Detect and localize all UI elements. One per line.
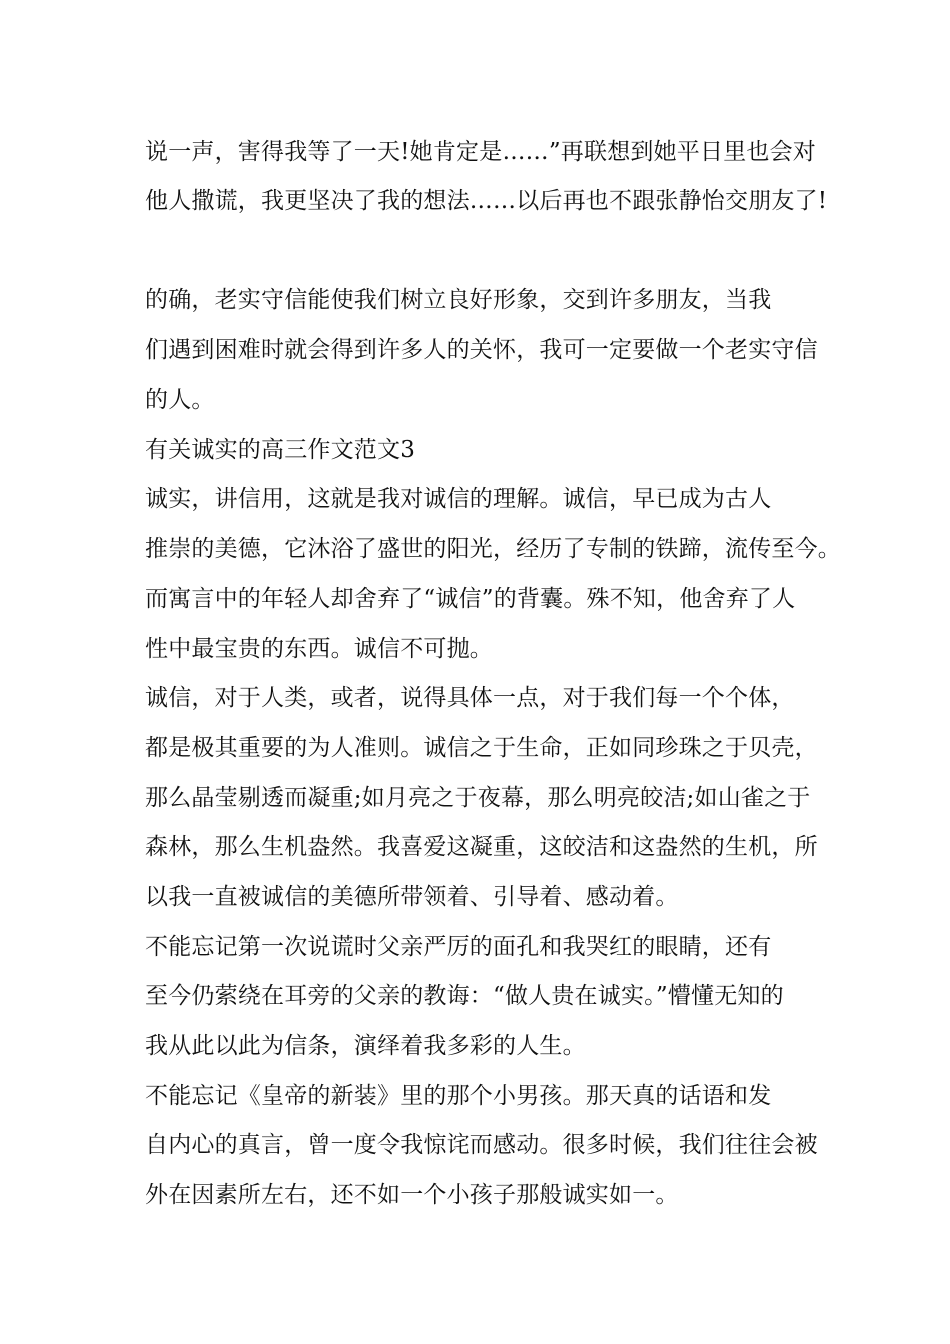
- text-line: 说一声，害得我等了一天!她肯定是……”再联想到她平日里也会对: [145, 139, 817, 165]
- text-line: 都是极其重要的为人准则。诚信之于生命，正如同珍珠之于贝壳，: [145, 735, 818, 761]
- section-heading: 有关诚实的高三作文范文3: [145, 437, 416, 463]
- text-line: 不能忘记第一次说谎时父亲严厉的面孔和我哭红的眼睛，还有: [145, 934, 772, 960]
- text-line: 以我一直被诚信的美德所带领着、引导着、感动着。: [145, 884, 679, 910]
- text-line: 们遇到困难时就会得到许多人的关怀，我可一定要做一个老实守信: [145, 337, 818, 363]
- text-line: 自内心的真言，曾一度令我惊诧而感动。很多时候，我们往往会被: [145, 1132, 818, 1158]
- text-line: 我从此以此为信条，演绎着我多彩的人生。: [145, 1033, 586, 1059]
- text-line: 诚信，对于人类，或者，说得具体一点，对于我们每一个个体，: [145, 685, 795, 711]
- text-line: 的人。: [145, 387, 215, 413]
- text-line: 那么晶莹剔透而凝重;如月亮之于夜幕，那么明亮皎洁;如山雀之于: [145, 785, 811, 811]
- text-line: 至今仍萦绕在耳旁的父亲的教诲：“做人贵在诚实。”懵懂无知的: [145, 983, 784, 1009]
- text-line: 不能忘记《皇帝的新装》里的那个小男孩。那天真的话语和发: [145, 1083, 772, 1109]
- text-line: 他人撒谎，我更坚决了我的想法……以后再也不跟张静怡交朋友了!: [145, 188, 828, 214]
- text-line: 而寓言中的年轻人却舍弃了“诚信”的背囊。殊不知，他舍弃了人: [145, 586, 796, 612]
- text-line: 推崇的美德，它沐浴了盛世的阳光，经历了专制的铁蹄，流传至今。: [145, 536, 841, 562]
- text-line: 性中最宝贵的东西。诚信不可抛。: [145, 636, 493, 662]
- text-line: 诚实，讲信用，这就是我对诚信的理解。诚信，早已成为古人: [145, 486, 772, 512]
- text-line: 外在因素所左右，还不如一个小孩子那般诚实如一。: [145, 1182, 679, 1208]
- text-line: 森林，那么生机盎然。我喜爱这凝重，这皎洁和这盎然的生机，所: [145, 834, 818, 860]
- text-line: 的确，老实守信能使我们树立良好形象，交到许多朋友，当我: [145, 287, 772, 313]
